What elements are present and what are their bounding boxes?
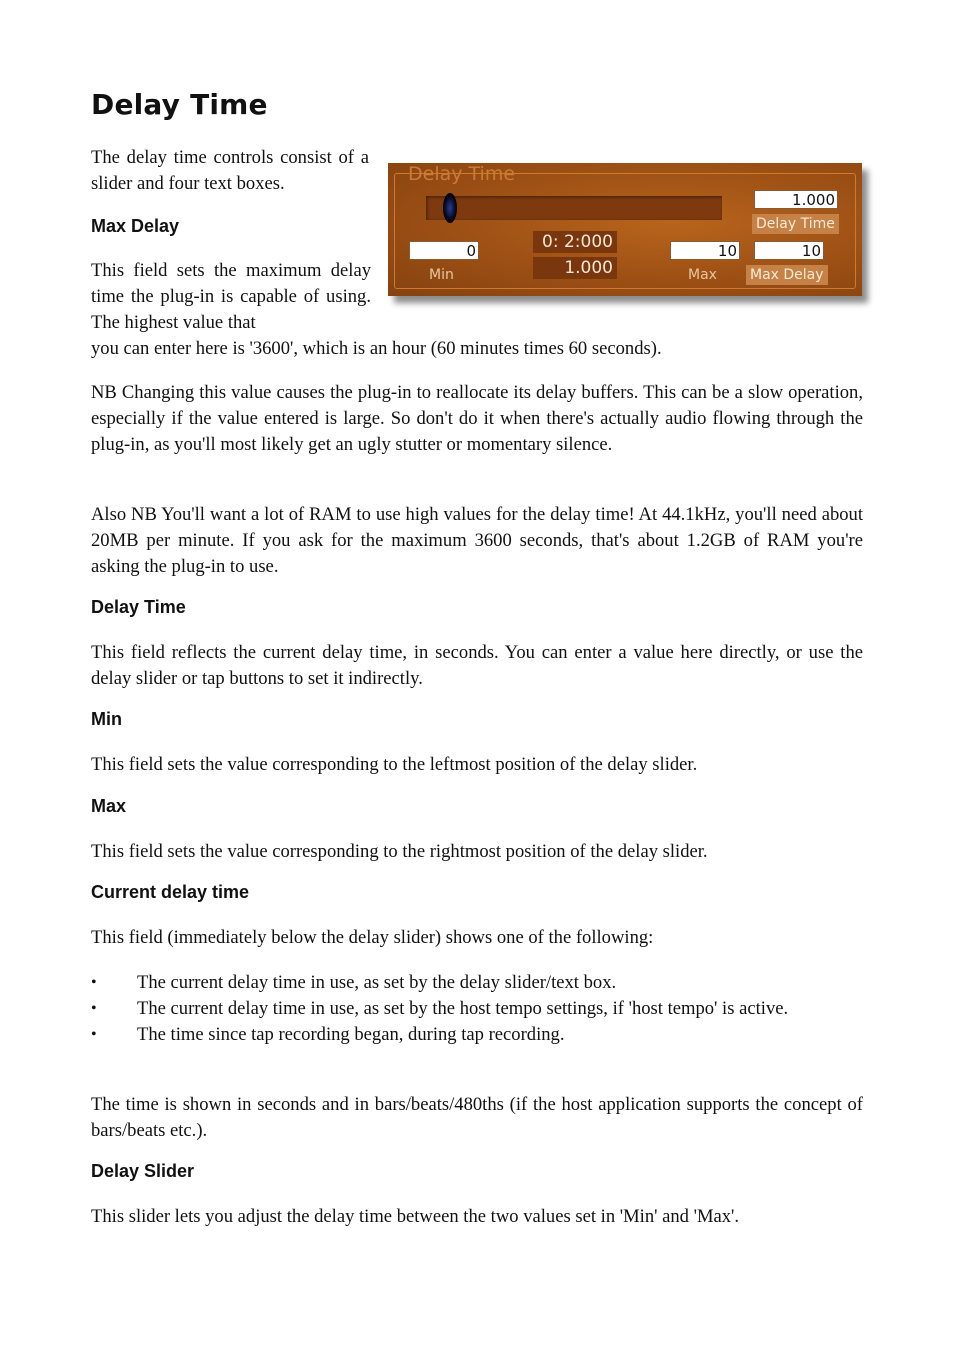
section-title-min: Min [91,709,122,729]
section-title-current-delay-time: Current delay time [91,882,250,902]
section-title-delay-time: Delay Time [91,597,186,617]
delay-time-panel [388,163,862,296]
delay-time-label: Delay Time [752,214,839,234]
delay-time-paragraph: This field reflects the current delay time, in seconds. You can enter a value here directly, or use the delay slider or tap buttons to set it indirectly. [91,642,863,689]
min-label: Min [429,267,454,283]
current-delay-paragraph: This field (immediately below the delay slider) shows one of the following: [91,927,654,948]
page-title: Delay Time [91,88,268,121]
max-delay-paragraph-continued: you can enter here is '3600', which is an hour (60 minutes times 60 seconds). [91,338,662,359]
max-delay-nb-paragraph: NB Changing this value causes the plug-in to reallocate its delay buffers. This can be a slow operation, especially if the value entered is large. So don't do it when there's actually audio flowing through the plug-in, as you'll most likely get an ugly stutter or momentary silence. [91,382,863,455]
bars-display: 0: 2:000 [533,231,617,253]
max-field[interactable]: 10 [670,241,740,260]
section-title-delay-slider: Delay Slider [91,1161,195,1181]
max-label: Max [688,267,717,283]
current-delay-list [91,970,863,1048]
list-item: • The current delay time in use, as set by the host tempo settings, if 'host tempo' is active. [91,996,863,1022]
delay-slider-paragraph: This slider lets you adjust the delay time between the two values set in 'Min' and 'Max'. [91,1206,740,1227]
panel-title: Delay Time [408,163,516,185]
delay-time-field[interactable]: 1.000 [754,190,838,209]
time-format-paragraph: The time is shown in seconds and in bars/beats/480ths (if the host application supports the concept of bars/beats etc.). [91,1094,863,1141]
min-field[interactable]: 0 [409,241,479,260]
section-title-max-delay: Max Delay [91,216,180,236]
delay-slider-knob[interactable] [443,193,457,223]
delay-slider-track[interactable] [426,196,722,220]
max-delay-ram-paragraph: Also NB You'll want a lot of RAM to use high values for the delay time! At 44.1kHz, you'll need about 20MB per minute. If you ask for the maximum 3600 seconds, that's about 1.2GB of RAM you're asking the plug-in to use. [91,504,863,577]
seconds-display: 1.000 [533,257,617,279]
section-title-max: Max [91,796,127,816]
min-paragraph: This field sets the value corresponding to the leftmost position of the delay slider. [91,754,698,775]
intro-paragraph: The delay time controls consist of a slider and four text boxes. [91,147,369,194]
max-delay-label: Max Delay [746,265,828,285]
max-delay-paragraph-left: This field sets the maximum delay time the plug-in is capable of using. The highest value that [91,260,371,333]
list-item: • The time since tap recording began, during tap recording. [91,1022,863,1048]
max-delay-field[interactable]: 10 [754,241,824,260]
max-paragraph: This field sets the value corresponding to the rightmost position of the delay slider. [91,841,708,862]
list-item: • The current delay time in use, as set by the delay slider/text box. [91,970,863,996]
